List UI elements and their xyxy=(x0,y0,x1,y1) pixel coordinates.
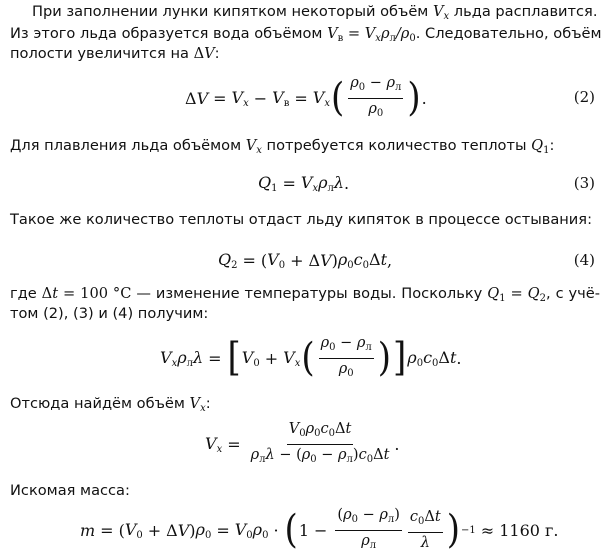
paragraph-line-8: Отсюда найдём объём $V_x$: xyxy=(10,395,211,414)
equation-2: ΔV = $V_x$ − $V_в$ = $V_x$ ( $\frac{\rho_0 - \rho_л}{\rho_0}$ ) . xyxy=(185,74,427,121)
text-run: где xyxy=(10,285,37,302)
equation-7: m = ( $V_0$ + ΔV ) $\rho_0$ = $V_0\rho_0$ · ( 1 − $\frac{(\rho_0 - \rho_л)}{\rho_л}$ $\frac{c_0\Delta t}{\lambda}$ ) −1 ≈ 1160 г. xyxy=(80,506,559,553)
paragraph-line-6: где Δt = 100 °C — изменение температуры воды. Поскольку $Q_1 = Q_2$, с учё- xyxy=(10,285,601,304)
equation-6: $V_x$ = $\frac{V_0\rho_0c_0\Delta t}{\rho_л\lambda - (\rho_0 - \rho_л)c_0\Delta t}$ . xyxy=(205,420,400,465)
text-run: Отсюда найдём объём xyxy=(10,395,185,412)
paragraph-line-5: Такое же количество теплоты отдаст льду кипяток в процессе остывания: xyxy=(10,211,592,228)
text-run: При заполнении лунки кипятком некоторый объём xyxy=(32,3,429,20)
text-run: — изменение температуры воды. Поскольку xyxy=(136,285,483,302)
text-run: . Следовательно, объём xyxy=(415,25,602,42)
paragraph-line-1: При заполнении лунки кипятком некоторый объём $V_x$ льда расплавится. xyxy=(32,3,598,22)
paragraph-line-2: Из этого льда образуется вода объёмом $V_в = V_x\rho_л/\rho_0$. Следовательно, объём xyxy=(10,25,602,44)
text-run: потребуется количество теплоты xyxy=(266,137,527,154)
text-run: Для плавления льда объёмом xyxy=(10,137,242,154)
text-run: том (2), (3) и (4) получим: xyxy=(10,305,209,322)
paragraph-line-3: полости увеличится на ΔV: xyxy=(10,45,220,62)
equation-3: $Q_1$ = $V_x\rho_л\lambda$ . xyxy=(258,172,350,194)
text-run: , с учё- xyxy=(546,285,601,302)
paragraph-line-9: Искомая масса: xyxy=(10,482,130,499)
text-run: льда расплавится. xyxy=(453,3,598,20)
equation-number-2: (2) xyxy=(573,88,595,106)
equation-number-4: (4) xyxy=(573,251,595,269)
equation-5: $V_x\rho_л\lambda$ = [ $V_0$ + $V_x$ ( $\frac{\rho_0 - \rho_л}{\rho_0}$ ) ] $\rho_0c_0\Delta t$ . xyxy=(160,334,462,381)
paragraph-line-4: Для плавления льда объёмом $V_x$ потребуется количество теплоты $Q_1$: xyxy=(10,137,555,156)
result-value: ≈ 1160 г. xyxy=(480,520,559,540)
paragraph-line-7 xyxy=(10,304,208,324)
text-run: полости увеличится на xyxy=(10,45,189,62)
text-run: Из этого льда образуется вода объёмом xyxy=(10,25,323,42)
equation-4: $Q_2$ = ( $V_0$ + ΔV ) $\rho_0c_0\Delta t$ , xyxy=(218,249,393,271)
equation-number-3: (3) xyxy=(573,174,595,192)
